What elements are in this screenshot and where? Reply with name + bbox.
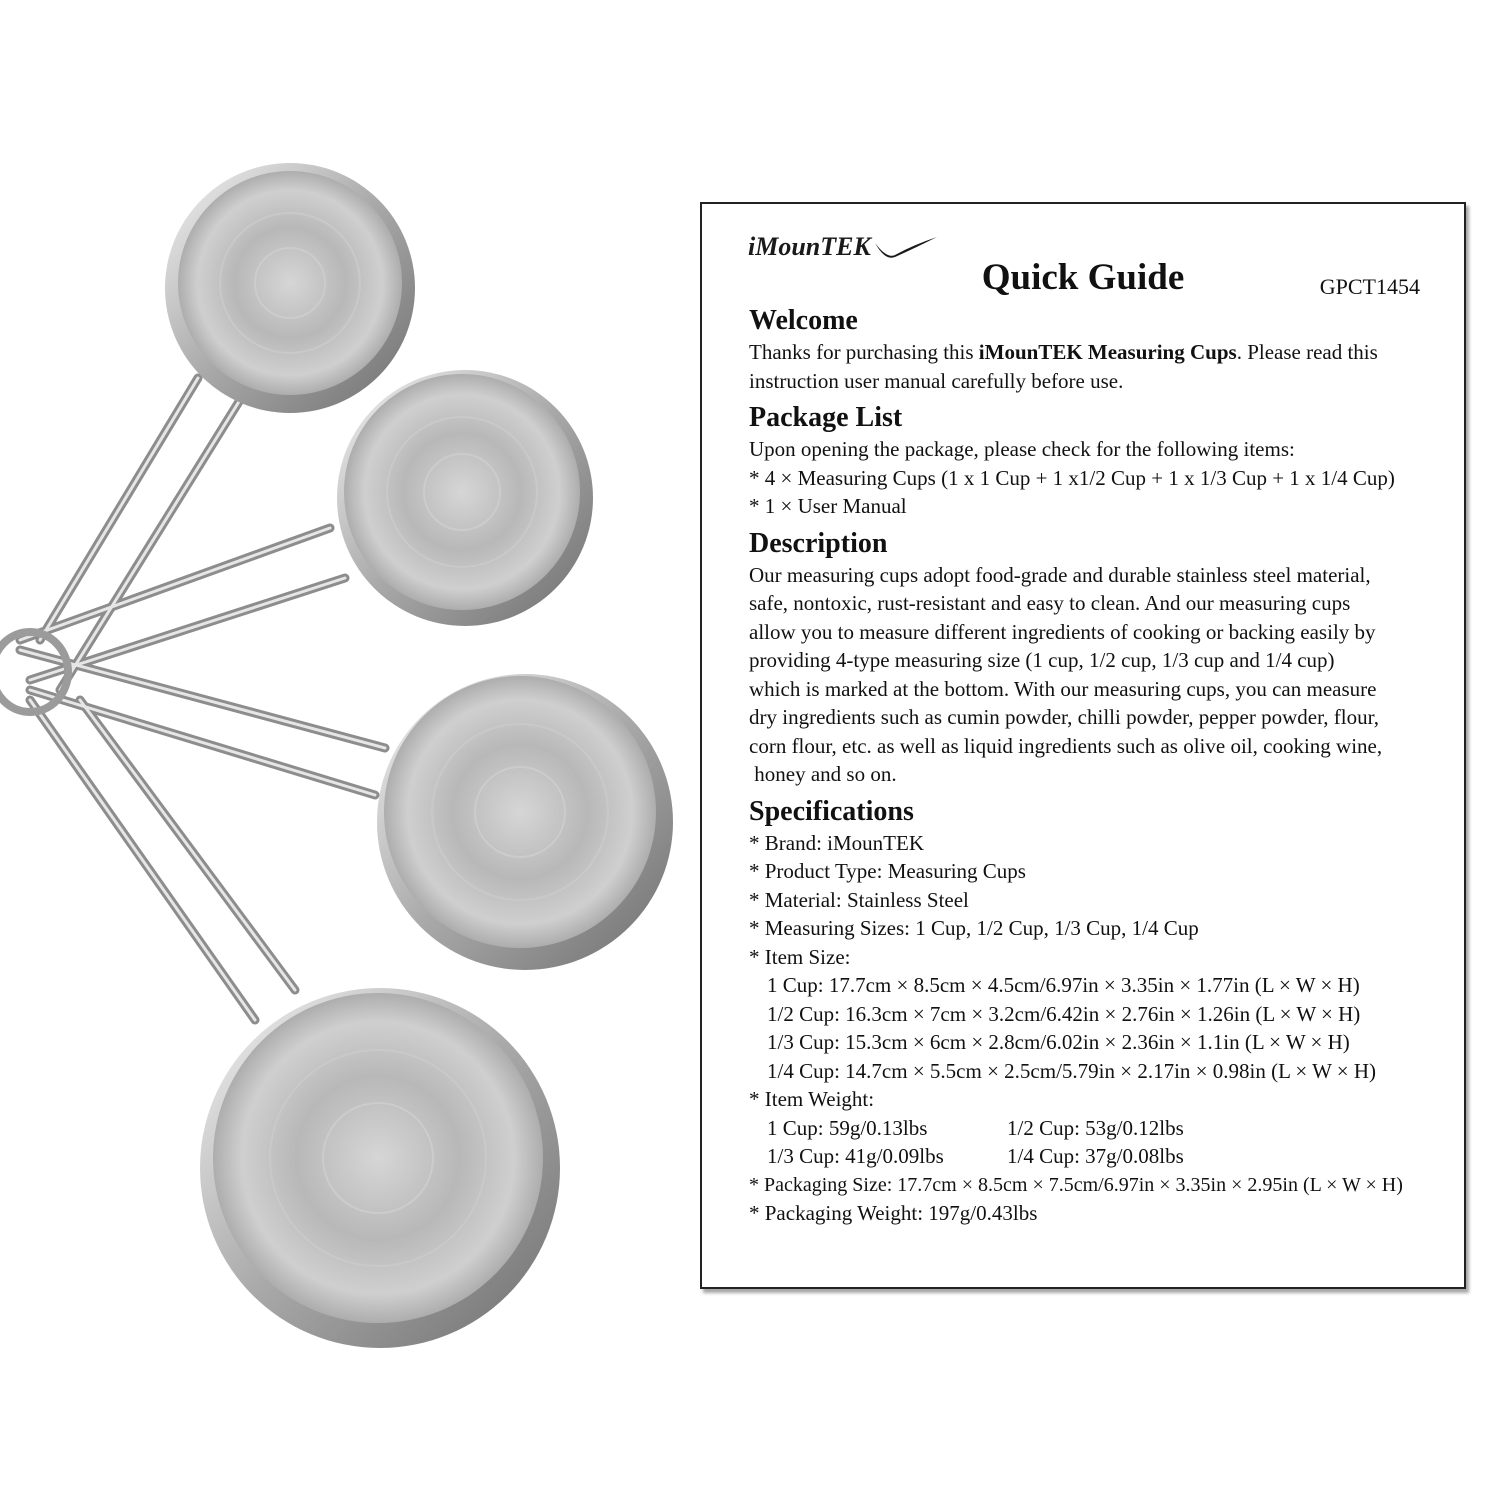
product-name: iMounTEK Measuring Cups <box>978 340 1237 364</box>
description-line: dry ingredients such as cumin powder, chilli powder, pepper powder, flour, <box>749 705 1379 729</box>
welcome-text: Thanks for purchasing this iMounTEK Measuring Cups. Please read this <box>749 340 1378 364</box>
specs-heading: Specifications <box>749 795 914 827</box>
spec-item-size: 1/3 Cup: 15.3cm × 6cm × 2.8cm/6.02in × 2.36in × 1.1in (L × W × H) <box>767 1030 1350 1054</box>
cup-one <box>200 988 560 1348</box>
spec-packaging-size: * Packaging Size: 17.7cm × 8.5cm × 7.5cm/6.97in × 3.35in × 2.95in (L × W × H) <box>749 1173 1403 1196</box>
page-title: Quick Guide <box>981 257 1185 298</box>
package-item: * 1 × User Manual <box>749 494 907 518</box>
guide-content <box>749 304 1449 1228</box>
description-line: Our measuring cups adopt food-grade and durable stainless steel material, <box>749 562 1371 587</box>
model-number: GPCT1454 <box>1319 274 1420 299</box>
description-section <box>749 527 1449 789</box>
cup-third <box>337 370 593 626</box>
package-intro: Upon opening the package, please check for the following items: <box>749 437 1295 461</box>
description-line: which is marked at the bottom. With our measuring cups, you can measure <box>749 676 1377 701</box>
spec-packaging-weight: * Packaging Weight: 197g/0.43lbs <box>749 1201 1038 1225</box>
package-heading: Package List <box>749 402 903 433</box>
logo-text: iMounTEK <box>748 232 871 261</box>
quick-guide-card <box>700 202 1466 1289</box>
spec-sizes: * Measuring Sizes: 1 Cup, 1/2 Cup, 1/3 Cup, 1/4 Cup <box>749 916 1199 940</box>
welcome-text-line2: instruction user manual carefully before use. <box>749 368 1124 393</box>
description-line: safe, nontoxic, rust-resistant and easy to clean. And our measuring cups <box>749 591 1351 615</box>
spec-weight: 1/4 Cup: 37g/0.08lbs <box>1007 1144 1184 1168</box>
cup-quarter <box>165 163 415 413</box>
package-section <box>749 401 1449 521</box>
measuring-cups-photo <box>0 0 700 1500</box>
spec-item-size: 1 Cup: 17.7cm × 8.5cm × 4.5cm/6.97in × 3.35in × 1.77in (L × W × H) <box>767 973 1360 997</box>
spec-weight: 1 Cup: 59g/0.13lbs <box>767 1115 928 1140</box>
spec-weight-row <box>749 1114 1449 1143</box>
spec-item-size-label: * Item Size: <box>749 944 851 969</box>
description-line: providing 4-type measuring size (1 cup, 1/2 cup, 1/3 cup and 1/4 cup) <box>749 648 1335 672</box>
spec-weight-label: * Item Weight: <box>749 1087 875 1111</box>
description-line: honey and so on. <box>749 762 897 786</box>
spec-material: * Material: Stainless Steel <box>749 887 969 912</box>
welcome-heading: Welcome <box>749 305 858 336</box>
spec-weight-row <box>749 1142 1449 1171</box>
description-line: allow you to measure different ingredients of cooking or backing easily by <box>749 619 1376 644</box>
cup-half <box>377 674 673 970</box>
spec-item-size: 1/4 Cup: 14.7cm × 5.5cm × 2.5cm/5.79in × 2.17in × 0.98in (L × W × H) <box>767 1058 1377 1083</box>
description-line: corn flour, etc. as well as liquid ingredients such as olive oil, cooking wine, <box>749 733 1383 758</box>
spec-weight: 1/3 Cup: 41g/0.09lbs <box>767 1144 944 1168</box>
specs-section <box>749 795 1449 1228</box>
welcome-section <box>749 304 1449 395</box>
spec-item-size: 1/2 Cup: 16.3cm × 7cm × 3.2cm/6.42in × 2.76in × 1.26in (L × W × H) <box>767 1001 1361 1026</box>
description-heading: Description <box>749 527 888 559</box>
package-item: * 4 × Measuring Cups (1 x 1 Cup + 1 x1/2 Cup + 1 x 1/3 Cup + 1 x 1/4 Cup) <box>749 465 1395 490</box>
spec-weight: 1/2 Cup: 53g/0.12lbs <box>1007 1115 1184 1140</box>
spec-brand: * Brand: iMounTEK <box>749 830 924 855</box>
spec-type: * Product Type: Measuring Cups <box>749 859 1026 883</box>
